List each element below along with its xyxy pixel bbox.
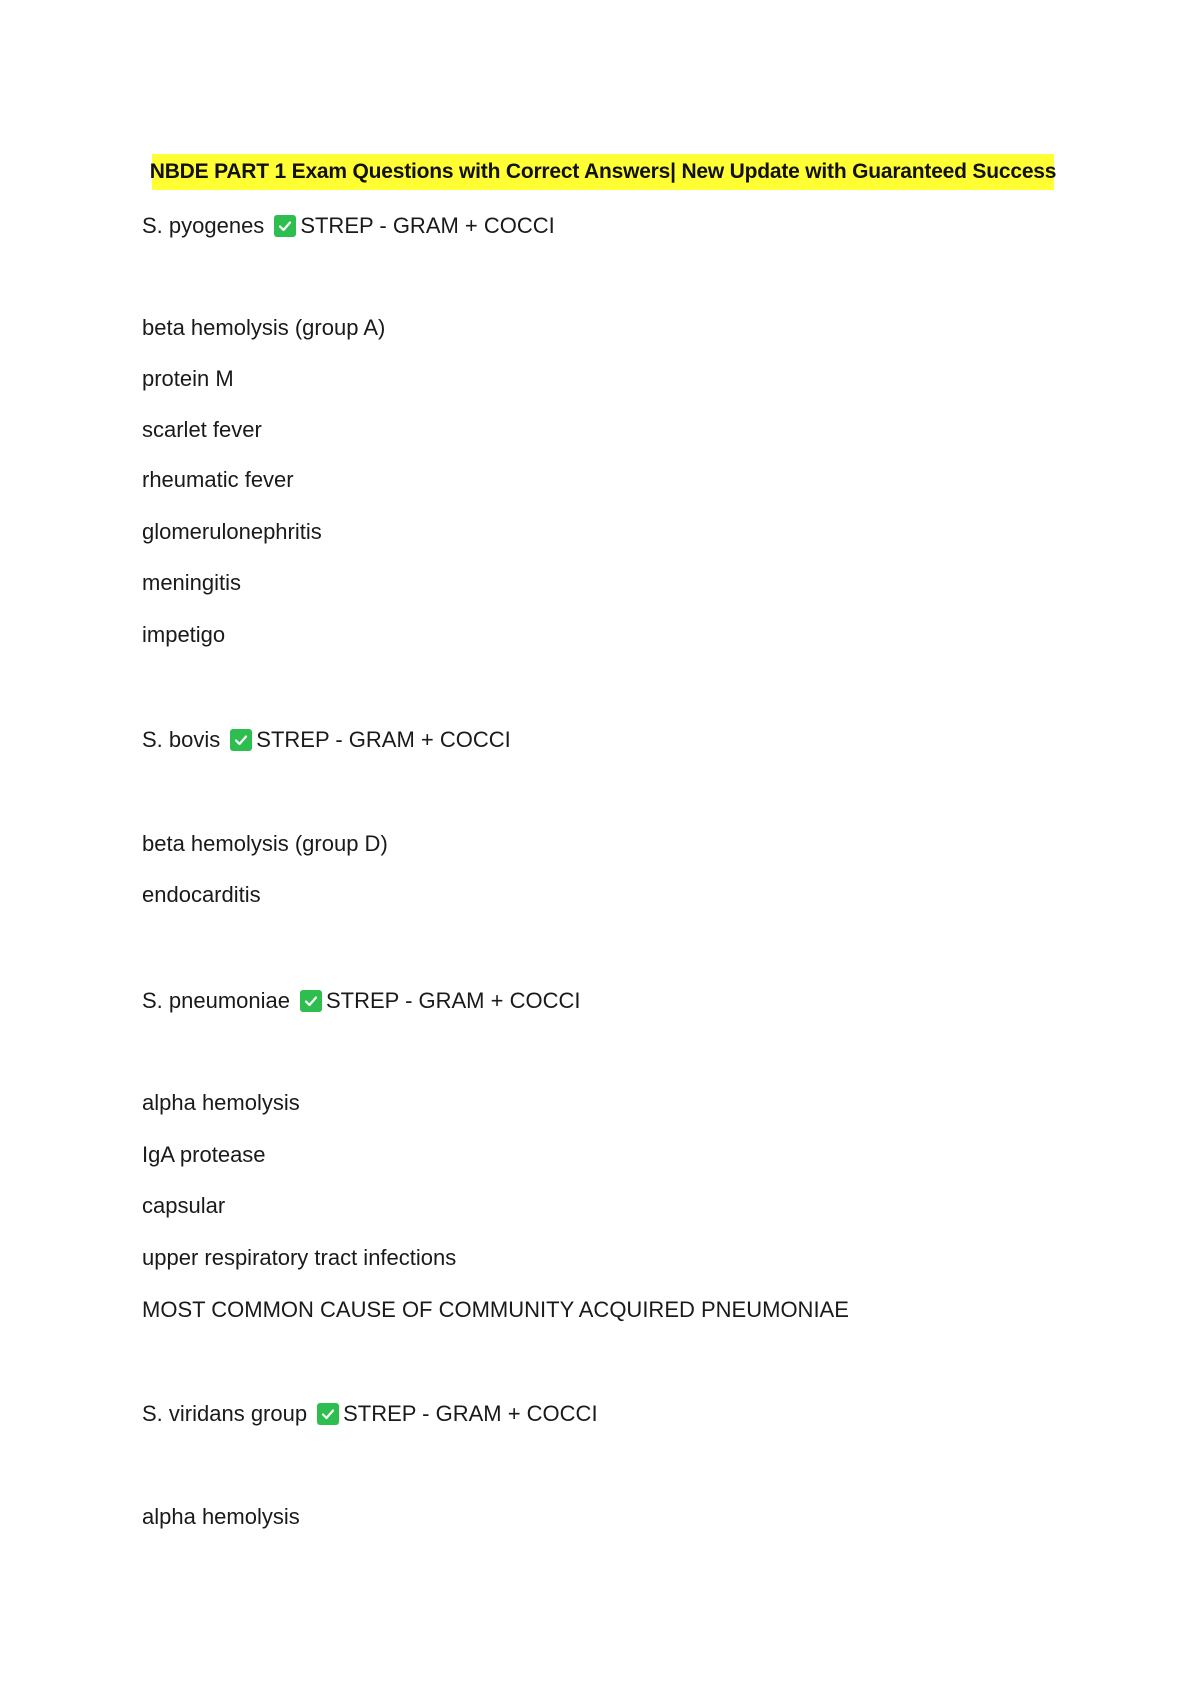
check-icon [274, 215, 296, 237]
detail-line: impetigo [142, 622, 226, 647]
detail-line: alpha hemolysis [142, 1504, 300, 1529]
detail-line: glomerulonephritis [142, 519, 322, 544]
detail-line: upper respiratory tract infections [142, 1245, 457, 1270]
detail-line: IgA protease [142, 1142, 266, 1167]
detail-line: rheumatic fever [142, 467, 294, 492]
question-text: S. pyogenes [142, 213, 265, 238]
question-text: S. bovis [142, 727, 221, 752]
detail-line: meningitis [142, 570, 242, 595]
answer-text: STREP - GRAM + COCCI [256, 727, 511, 752]
detail-line: endocarditis [142, 882, 261, 907]
detail-line: MOST COMMON CAUSE OF COMMUNITY ACQUIRED PNEUMONIAE [142, 1297, 849, 1322]
question-row-viridans [142, 1399, 598, 1429]
title-highlight [149, 154, 1057, 190]
detail-line: capsular [142, 1193, 226, 1218]
answer-text: STREP - GRAM + COCCI [343, 1401, 598, 1426]
question-row-pneumoniae [142, 986, 580, 1016]
detail-line: beta hemolysis (group D) [142, 831, 388, 856]
detail-line: beta hemolysis (group A) [142, 315, 386, 340]
detail-line: scarlet fever [142, 417, 262, 442]
answer-text: STREP - GRAM + COCCI [300, 213, 555, 238]
question-row-bovis [142, 725, 511, 755]
check-icon [317, 1403, 339, 1425]
detail-line: alpha hemolysis [142, 1090, 300, 1115]
answer-text: STREP - GRAM + COCCI [326, 988, 581, 1013]
detail-line: protein M [142, 366, 234, 391]
question-row-pyogenes [142, 211, 555, 241]
question-text: S. viridans group [142, 1401, 308, 1426]
document-title: NBDE PART 1 Exam Questions with Correct Answers| New Update with Guaranteed Success [149, 160, 1057, 183]
check-icon [300, 990, 322, 1012]
question-text: S. pneumoniae [142, 988, 290, 1013]
check-icon [230, 729, 252, 751]
